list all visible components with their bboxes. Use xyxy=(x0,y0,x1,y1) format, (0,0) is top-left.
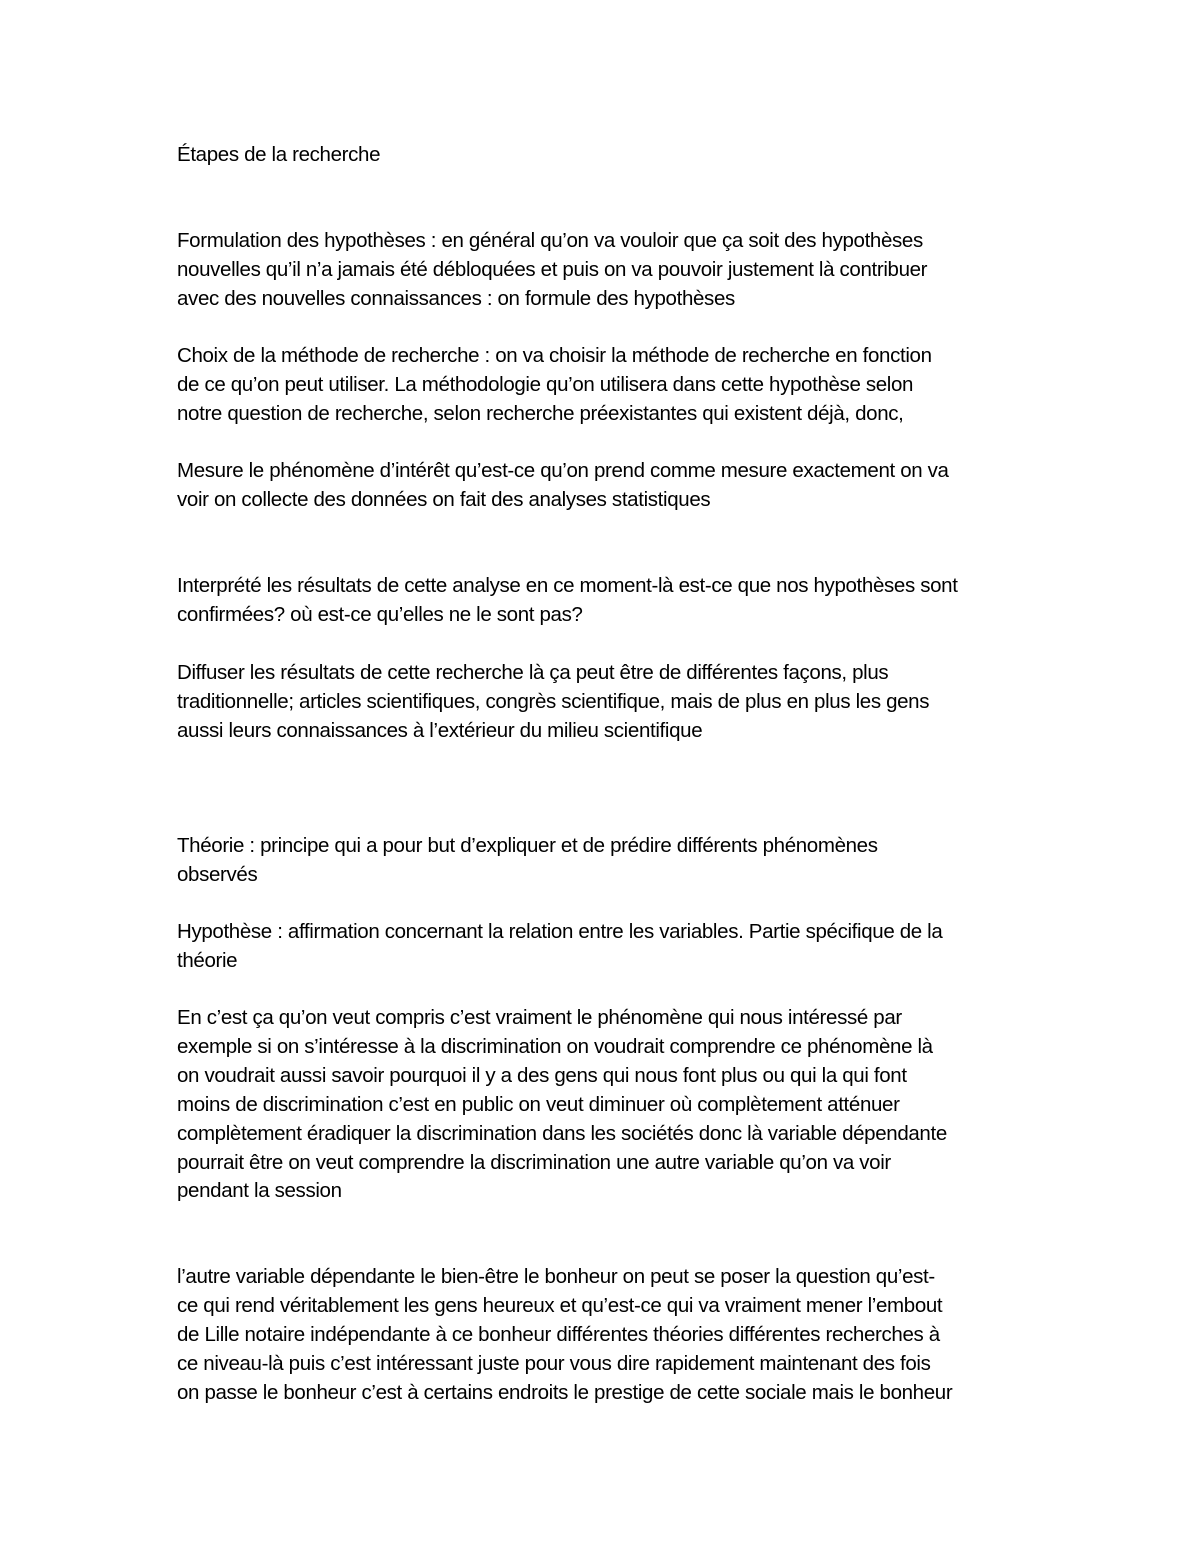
paragraph-line: complètement éradiquer la discrimination dans les sociétés donc là variable dépendante xyxy=(177,1121,947,1145)
paragraph-line: confirmées? où est-ce qu’elles ne le sont pas? xyxy=(177,602,583,626)
paragraph-choix-methode xyxy=(177,342,1037,429)
paragraph-line: Hypothèse : affirmation concernant la relation entre les variables. Partie spécifique de la xyxy=(177,920,943,943)
paragraph-line: Mesure le phénomène d’intérêt qu’est-ce qu’on prend comme mesure exactement on va xyxy=(177,459,949,482)
paragraph-line: on voudrait aussi savoir pourquoi il y a des gens qui nous font plus ou qui la qui font xyxy=(177,1063,907,1087)
paragraph-bonheur xyxy=(177,1263,1037,1408)
paragraph-line: Choix de la méthode de recherche : on va choisir la méthode de recherche en fonction xyxy=(177,344,932,367)
paragraph-line: En c’est ça qu’on veut compris c’est vraiment le phénomène qui nous intéressé par xyxy=(177,1006,902,1029)
paragraph-line: moins de discrimination c’est en public on veut diminuer où complètement atténuer xyxy=(177,1092,900,1116)
paragraph-line: traditionnelle; articles scientifiques, congrès scientifique, mais de plus en plus les gens xyxy=(177,689,930,713)
paragraph-line: de ce qu’on peut utiliser. La méthodologie qu’on utilisera dans cette hypothèse selon xyxy=(177,372,914,396)
paragraph-line: l’autre variable dépendante le bien-être le bonheur on peut se poser la question qu’est- xyxy=(177,1265,935,1288)
paragraph-line: observés xyxy=(177,862,258,886)
paragraph-line: théorie xyxy=(177,948,238,972)
paragraph-line: voir on collecte des données on fait des analyses statistiques xyxy=(177,487,711,511)
paragraph-line: pendant la session xyxy=(177,1179,342,1203)
paragraph-line: de Lille notaire indépendante à ce bonheur différentes théories différentes recherches à xyxy=(177,1322,940,1346)
paragraph-line: Diffuser les résultats de cette recherche là ça peut être de différentes façons, plus xyxy=(177,661,889,684)
paragraph-line: exemple si on s’intéresse à la discrimination on voudrait comprendre ce phénomène là xyxy=(177,1034,933,1058)
paragraph-line: Formulation des hypothèses : en général qu’on va vouloir que ça soit des hypothèses xyxy=(177,229,923,252)
paragraph-diffusion xyxy=(177,659,1037,746)
paragraph-hypothese xyxy=(177,918,1037,976)
paragraph-theorie xyxy=(177,832,1037,890)
paragraph-line: nouvelles qu’il n’a jamais été débloquées et puis on va pouvoir justement là contribuer xyxy=(177,257,928,281)
paragraph-line: avec des nouvelles connaissances : on formule des hypothèses xyxy=(177,286,735,310)
paragraph-line: pourrait être on veut comprendre la discrimination une autre variable qu’on va voir xyxy=(177,1150,891,1174)
paragraph-line: Théorie : principe qui a pour but d’expliquer et de prédire différents phénomènes xyxy=(177,834,878,857)
paragraph-line: ce niveau-là puis c’est intéressant juste pour vous dire rapidement maintenant des fois xyxy=(177,1351,931,1375)
title-line: Étapes de la recherche xyxy=(177,143,381,166)
paragraph-line: Interprété les résultats de cette analyse en ce moment-là est-ce que nos hypothèses sont xyxy=(177,574,958,597)
document-title xyxy=(177,141,1037,170)
paragraph-mesure xyxy=(177,457,1037,515)
paragraph-line: on passe le bonheur c’est à certains endroits le prestige de cette sociale mais le bonheur xyxy=(177,1380,953,1404)
paragraph-line: ce qui rend véritablement les gens heureux et qu’est-ce qui va vraiment mener l’embout xyxy=(177,1293,943,1317)
paragraph-line: aussi leurs connaissances à l’extérieur du milieu scientifique xyxy=(177,718,703,742)
paragraph-formulation xyxy=(177,227,1037,314)
paragraph-interpretation xyxy=(177,572,1037,630)
paragraph-line: notre question de recherche, selon recherche préexistantes qui existent déjà, donc, xyxy=(177,401,904,425)
paragraph-discrimination xyxy=(177,1004,1037,1206)
